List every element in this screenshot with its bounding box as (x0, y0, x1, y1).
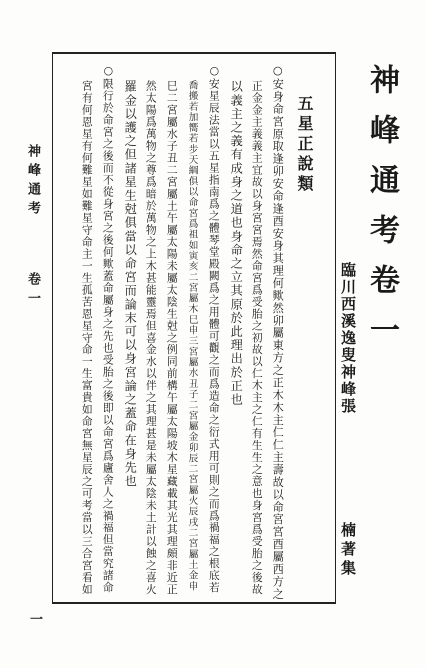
text-column: 以義主之義有成身之道也身命之立其原於此理出於正也 (229, 80, 244, 407)
text-column: ○限行於命宮之後而不從身宮之後何歟蓋命屬身之先也受胎之後即以命宮爲廬舍人之禍福但當究諸命 (101, 64, 115, 594)
margin-volume: 卷一 (25, 272, 40, 310)
text-column: ○安身命宮原取逢卯安命逢酉安身其理何歟然卯屬東方之正木木主仁仁主壽故以命宮宮酉屬西方之 (271, 64, 285, 601)
margin-page-number: 一 (27, 612, 42, 625)
margin-column (18, 52, 48, 625)
text-column: 巳二宮屬水子丑二宮屬土午屬太陽未屬太陰生尅之例同前構午屬太陽坡木星藏載其光其理頗非近正 (165, 80, 179, 596)
section-title: 五星正說類 (295, 95, 314, 195)
text-column: 正金金主義義主宜故以身宮宮焉然命宮爲受胎之初故以仁木主之仁有生生之意也身宮爲受胎之後故 (250, 80, 264, 596)
author-line: 臨川西溪逸叟神峰張 (339, 262, 357, 415)
author-role: 楠著集 (339, 522, 357, 579)
text-column: 宮有何恩星有何難星如難星守命主一生孤苦恩星守命一生富貴如命宮無星辰之可考當以三合宮看如 (80, 80, 94, 596)
text-column: ○安星辰法當以五星指南爲之體琴堂殿闕爲之用體可觀之而爲造命之衍式用可則之而爲禍福之根底若 (207, 64, 221, 594)
margin-book-title: 神峰通考 (25, 144, 40, 220)
text-column: 喬搬若加嚮若步天綱俱以命宮爲祖如寅亥二宮屬木巳申三宮屬水丑子二宮屬金卯辰二宮屬火辰戌二宮屬土金申 (186, 80, 198, 592)
book-title: 神峰通考卷一 (364, 64, 399, 364)
text-column: 羅金以護之但諸星生尅俱當以命宮而論末可以身宮論之蓋命在身先也 (123, 80, 138, 488)
text-column: 然太陽爲萬物之尊爲暗於萬物之上木甚能靈焉但喜金水以伴之其理甚是未屬太陰未土計以蝕之喜火 (144, 80, 158, 596)
